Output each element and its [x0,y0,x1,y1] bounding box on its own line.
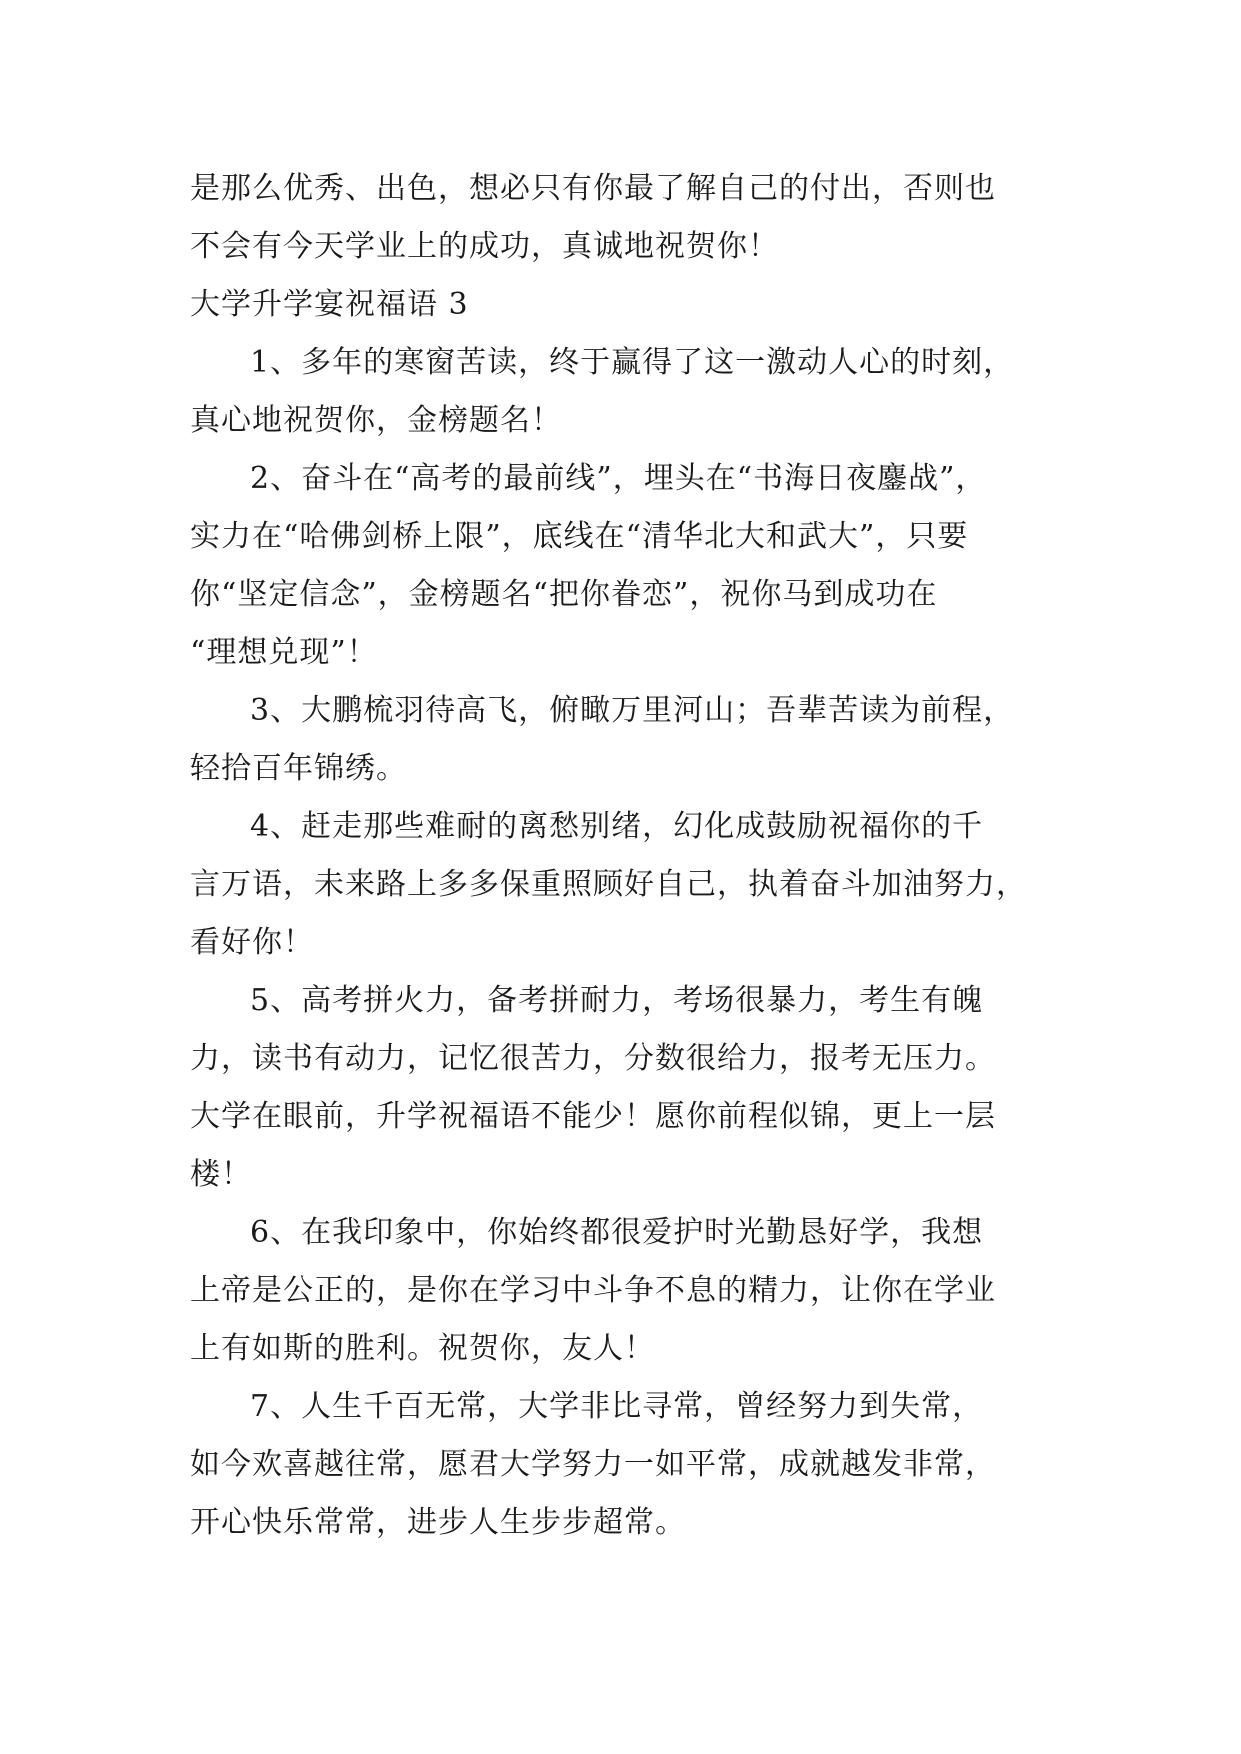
text-line: 大学在眼前，升学祝福语不能少！愿你前程似锦，更上一层 [190,1099,996,1134]
text-line: 轻拾百年锦绣。 [190,751,407,786]
list-item-5: 5、高考拼火力，备考拼耐力，考场很暴力，考生有魄 [250,983,984,1018]
text-line: 你“坚定信念”，金榜题名“把你眷恋”，祝你马到成功在 [190,577,938,612]
list-item-4: 4、赶走那些难耐的离愁别绪，幻化成鼓励祝福你的千 [250,809,984,844]
text-line: 楼！ [190,1157,252,1192]
text-line: 言万语，未来路上多多保重照顾好自己，执着奋斗加油努力， [190,867,1027,902]
document-page [190,160,1070,1552]
text-line: 上有如斯的胜利。祝贺你，友人！ [190,1331,655,1366]
text-line: 是那么优秀、出色，想必只有你最了解自己的付出，否则也 [190,171,996,206]
text-line: 如今欢喜越往常，愿君大学努力一如平常，成就越发非常， [190,1447,996,1482]
text-line: 上帝是公正的，是你在学习中斗争不息的精力，让你在学业 [190,1273,996,1308]
text-line: 真心地祝贺你，金榜题名！ [190,403,562,438]
text-line: “理想兑现”！ [190,635,378,670]
list-item-7: 7、人生千百无常，大学非比寻常，曾经努力到失常， [250,1389,984,1424]
text-line: 开心快乐常常，进步人生步步超常。 [190,1505,686,1540]
text-line: 不会有今天学业上的成功，真诚地祝贺你！ [190,229,779,264]
text-line: 实力在“哈佛剑桥上限”，底线在“清华北大和武大”，只要 [190,519,969,554]
list-item-1: 1、多年的寒窗苦读，终于赢得了这一激动人心的时刻， [250,345,1015,380]
text-line: 看好你！ [190,925,314,960]
list-item-2: 2、奋斗在“高考的最前线”，埋头在“书海日夜鏖战”， [250,461,987,496]
list-item-6: 6、在我印象中，你始终都很爱护时光勤恳好学，我想 [250,1215,984,1250]
text-line: 力，读书有动力，记忆很苦力，分数很给力，报考无压力。 [190,1041,996,1076]
list-item-3: 3、大鹏梳羽待高飞，俯瞰万里河山；吾辈苦读为前程， [250,693,1015,728]
section-heading: 大学升学宴祝福语 3 [190,287,469,322]
